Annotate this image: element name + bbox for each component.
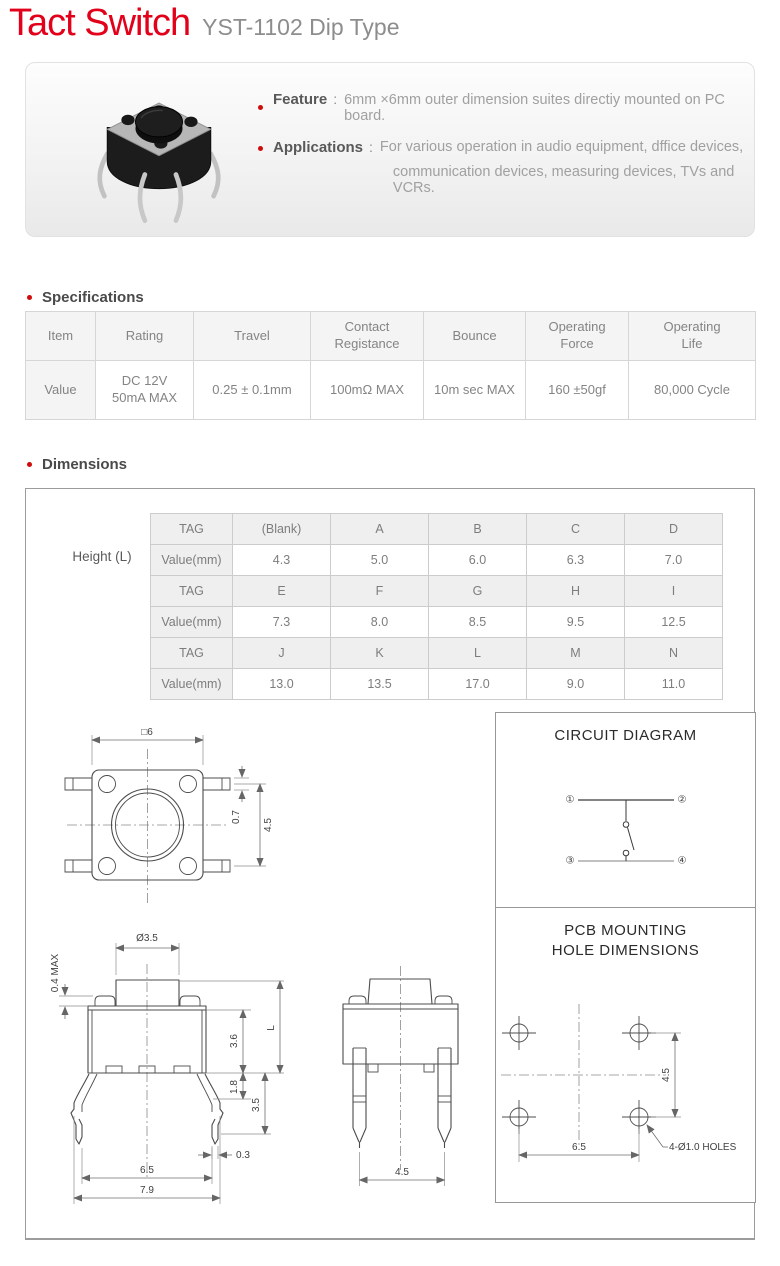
bullet-icon bbox=[27, 462, 32, 467]
specifications-table bbox=[25, 311, 756, 420]
row-label: TAG bbox=[151, 576, 233, 607]
tag-cell: K bbox=[331, 638, 429, 669]
spec-header-cell: Bounce bbox=[424, 312, 526, 361]
dim-label-leg-upper: 1.8 bbox=[229, 1080, 240, 1094]
pcb-title-line2: HOLE DIMENSIONS bbox=[551, 942, 700, 960]
tag-cell: E bbox=[233, 576, 331, 607]
page-title: Tact Switch bbox=[9, 2, 191, 44]
spec-value-cell: Value bbox=[26, 361, 96, 420]
specifications-section-title: Specifications bbox=[42, 289, 144, 306]
dim-label-button-dia: Ø3.5 bbox=[136, 933, 158, 944]
colon-separator: : bbox=[333, 91, 338, 107]
tag-cell: N bbox=[625, 638, 723, 669]
tag-cell: D bbox=[625, 514, 723, 545]
value-cell: 17.0 bbox=[429, 669, 527, 700]
dim-label-pin-pitch: 4.5 bbox=[395, 1167, 409, 1178]
value-cell: 13.0 bbox=[233, 669, 331, 700]
value-cell: 7.3 bbox=[233, 607, 331, 638]
terminal-3-label: ③ bbox=[565, 855, 575, 867]
value-cell: 9.5 bbox=[527, 607, 625, 638]
value-cell: 5.0 bbox=[331, 545, 429, 576]
product-intro-box bbox=[25, 62, 755, 237]
tag-row bbox=[151, 576, 723, 607]
value-cell: 6.3 bbox=[527, 545, 625, 576]
tag-cell: F bbox=[331, 576, 429, 607]
product-photo bbox=[64, 71, 254, 231]
tag-cell: B bbox=[429, 514, 527, 545]
applications-text-line2: communication devices, measuring devices, TVs and VCRs. bbox=[392, 164, 735, 196]
tag-cell: I bbox=[625, 576, 723, 607]
spec-value-cell: 160 ±50gf bbox=[526, 361, 629, 420]
tag-row bbox=[151, 638, 723, 669]
terminal-2-label: ② bbox=[677, 794, 687, 806]
spec-header-cell: Travel bbox=[194, 312, 311, 361]
value-row bbox=[151, 607, 723, 638]
spec-value-cell: 10m sec MAX bbox=[424, 361, 526, 420]
row-label: TAG bbox=[151, 638, 233, 669]
bullet-icon bbox=[258, 105, 263, 110]
value-row bbox=[151, 545, 723, 576]
dim-label-total-height: L bbox=[266, 1025, 277, 1031]
dim-label-base-inner: 6.5 bbox=[140, 1165, 154, 1176]
applications-text-line1: For various operation in audio equipment, dffice devices, bbox=[379, 139, 744, 155]
terminal-4-label: ④ bbox=[677, 855, 687, 867]
value-cell: 8.5 bbox=[429, 607, 527, 638]
pcb-hole-drawing bbox=[496, 966, 755, 1200]
spec-value-cell: 0.25 ± 0.1mm bbox=[194, 361, 311, 420]
tag-cell: G bbox=[429, 576, 527, 607]
side-view-drawing bbox=[316, 956, 501, 1201]
spec-value-row bbox=[26, 361, 756, 420]
spec-value-cell: 80,000 Cycle bbox=[629, 361, 756, 420]
circuit-diagram bbox=[496, 757, 755, 905]
value-cell: 6.0 bbox=[429, 545, 527, 576]
tag-cell: C bbox=[527, 514, 625, 545]
bullet-icon bbox=[27, 295, 32, 300]
tag-cell: J bbox=[233, 638, 331, 669]
dim-label-body-height: 3.6 bbox=[229, 1034, 240, 1048]
colon-separator: : bbox=[369, 139, 373, 155]
dim-label-pin-width: 0.3 bbox=[236, 1150, 250, 1161]
value-cell: 4.3 bbox=[233, 545, 331, 576]
front-view-drawing bbox=[31, 926, 286, 1216]
bullet-icon bbox=[258, 146, 263, 151]
dim-label-hole-hpitch: 6.5 bbox=[572, 1142, 586, 1153]
applications-row bbox=[258, 139, 754, 196]
tag-cell: H bbox=[527, 576, 625, 607]
row-label: Value(mm) bbox=[151, 669, 233, 700]
dim-label-hole-vpitch: 4.5 bbox=[661, 1068, 672, 1082]
holes-callout-label: 4-Ø1.0 HOLES bbox=[669, 1142, 737, 1153]
page-header bbox=[9, 2, 400, 45]
dimensions-section-header bbox=[27, 456, 127, 473]
circuit-diagram-title: CIRCUIT DIAGRAM bbox=[554, 727, 697, 744]
value-cell: 12.5 bbox=[625, 607, 723, 638]
circuit-diagram-box bbox=[495, 712, 756, 908]
dim-label-lead-height: 0.7 bbox=[231, 810, 242, 824]
dim-label-base-outer: 7.9 bbox=[140, 1185, 154, 1196]
pcb-title-line1: PCB MOUNTING bbox=[564, 922, 687, 939]
value-cell: 8.0 bbox=[331, 607, 429, 638]
tag-cell: A bbox=[331, 514, 429, 545]
dimensions-box bbox=[25, 488, 755, 1240]
dim-label-square6: □6 bbox=[141, 727, 153, 738]
terminal-1-label: ① bbox=[565, 794, 575, 806]
dim-label-lead-pitch: 4.5 bbox=[263, 818, 274, 832]
spec-value-cell: DC 12V 50mA MAX bbox=[96, 361, 194, 420]
tag-value-table bbox=[150, 513, 723, 700]
dim-label-leg-lower: 3.5 bbox=[251, 1098, 262, 1112]
height-label: Height (L) bbox=[72, 549, 132, 564]
feature-label: Feature bbox=[273, 91, 328, 108]
dim-label-plate-max: 0.4 MAX bbox=[50, 953, 61, 993]
tag-row bbox=[151, 514, 723, 545]
row-label: TAG bbox=[151, 514, 233, 545]
page-subtitle: YST-1102 Dip Type bbox=[202, 14, 400, 40]
tag-cell: M bbox=[527, 638, 625, 669]
spec-header-cell: Operating Life bbox=[629, 312, 756, 361]
value-row bbox=[151, 669, 723, 700]
value-cell: 11.0 bbox=[625, 669, 723, 700]
spec-header-cell: Item bbox=[26, 312, 96, 361]
dimensions-section-title: Dimensions bbox=[42, 456, 128, 473]
tag-cell: (Blank) bbox=[233, 514, 331, 545]
applications-label: Applications bbox=[273, 139, 364, 156]
spec-header-cell: Operating Force bbox=[526, 312, 629, 361]
spec-value-cell: 100mΩ MAX bbox=[311, 361, 424, 420]
feature-row bbox=[258, 91, 754, 124]
row-label: Value(mm) bbox=[151, 545, 233, 576]
feature-text: 6mm ×6mm outer dimension suites directiy mounted on PC board. bbox=[344, 92, 725, 124]
spec-header-cell: Rating bbox=[96, 312, 194, 361]
value-cell: 9.0 bbox=[527, 669, 625, 700]
tag-cell: L bbox=[429, 638, 527, 669]
pcb-title bbox=[496, 921, 755, 962]
spec-header-row bbox=[26, 312, 756, 361]
top-view-drawing bbox=[49, 713, 284, 908]
specifications-section-header bbox=[27, 289, 144, 306]
value-cell: 7.0 bbox=[625, 545, 723, 576]
value-cell: 13.5 bbox=[331, 669, 429, 700]
row-label: Value(mm) bbox=[151, 607, 233, 638]
pcb-mounting-box bbox=[495, 908, 756, 1203]
spec-header-cell: Contact Registance bbox=[311, 312, 424, 361]
